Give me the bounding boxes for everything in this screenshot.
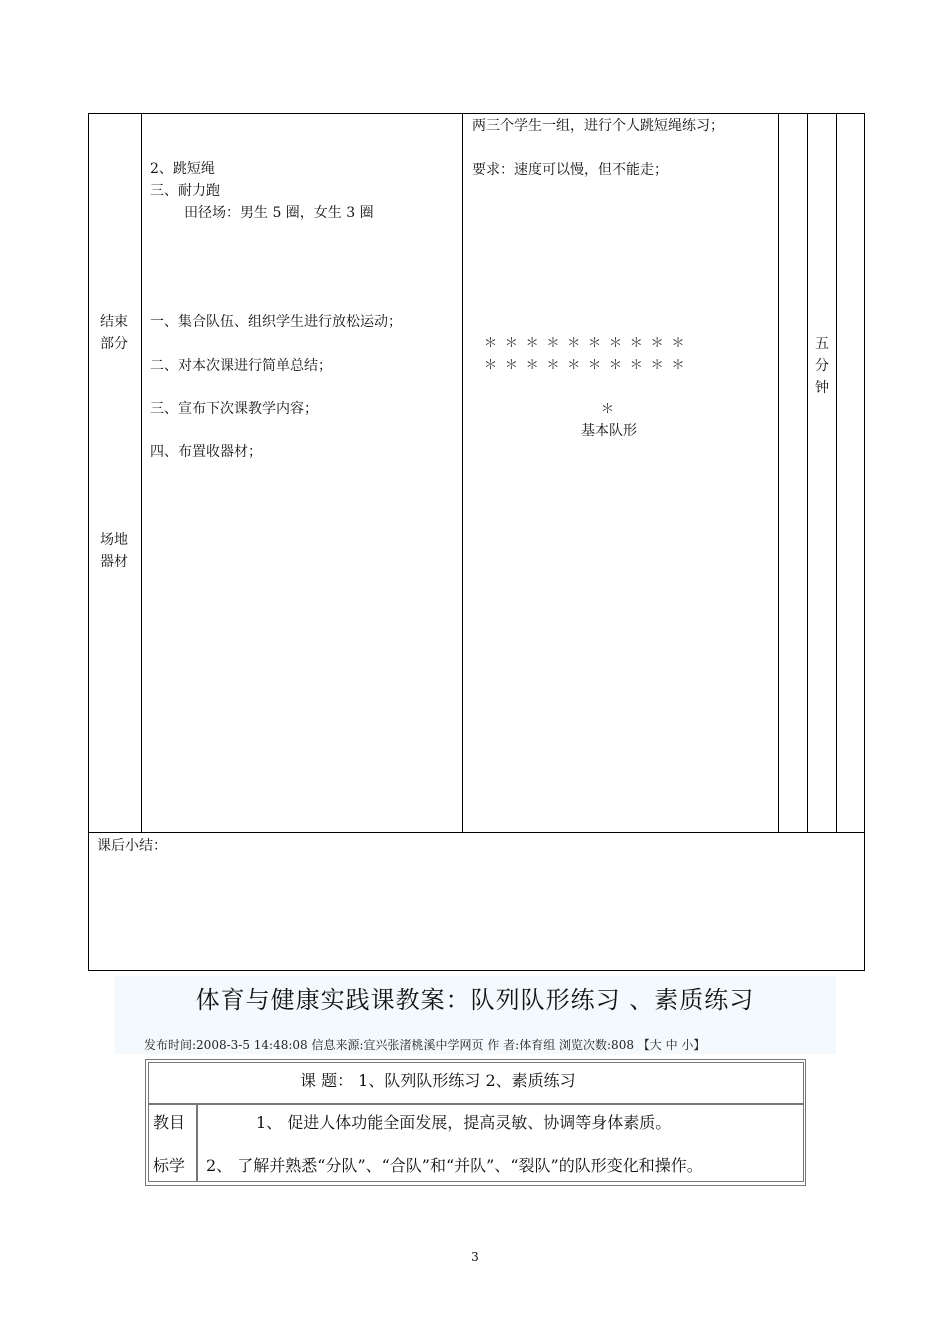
table-divider (807, 113, 808, 832)
formation-caption: 基本队形 (581, 423, 637, 439)
table-divider (141, 113, 142, 832)
table-border-right (864, 113, 865, 971)
organization-line: 要求：速度可以慢，但不能走； (472, 162, 668, 178)
page-number: 3 (471, 1250, 479, 1264)
organization-line: 两三个学生一组，进行个人跳短绳练习； (472, 118, 724, 134)
table-divider (778, 113, 779, 832)
article-banner (114, 976, 836, 1054)
content-line: 二、对本次课进行简单总结； (150, 358, 332, 374)
table-border-top (88, 113, 865, 114)
content-line: 2、跳短绳 (150, 161, 215, 177)
lesson-topic: 课 题： 1、队列队形练习 2、素质练习 (300, 1071, 576, 1090)
content-line: 田径场：男生 5 圈，女生 3 圈 (184, 205, 374, 221)
formation-star-row: ＊ ＊ ＊ ＊ ＊ ＊ ＊ ＊ ＊ ＊ (484, 336, 685, 351)
section-label-venue: 场地器材 (100, 532, 128, 570)
table-border-left (88, 113, 89, 971)
table-border-bottom (88, 970, 865, 971)
goal-label: 教目 (153, 1113, 186, 1132)
content-line: 一、集合队伍、组织学生进行放松运动； (150, 314, 402, 330)
goal-label: 标学 (153, 1156, 186, 1175)
time-allotment: 五分钟 (815, 336, 829, 396)
section-label-ending: 结束部分 (100, 314, 128, 352)
article-meta: 发布时间:2008-3-5 14:48:08 信息来源:宜兴张渚桃溪中学网页 作 者:体育组 浏览次数:808 【大 中 小】 (144, 1038, 706, 1052)
article-title: 体育与健康实践课教案：队列队形练习 、素质练习 (195, 986, 755, 1014)
table-divider (836, 113, 837, 832)
content-line: 四、布置收器材； (150, 444, 262, 460)
goal-item-2: 2、 了解并熟悉“分队”、“合队”和“并队”、“裂队”的队形变化和操作。 (206, 1156, 703, 1175)
summary-label: 课后小结： (97, 838, 167, 854)
teacher-position-star: ＊ (601, 402, 615, 417)
table-divider (462, 113, 463, 832)
content-line: 三、耐力跑 (150, 183, 220, 199)
formation-star-row: ＊ ＊ ＊ ＊ ＊ ＊ ＊ ＊ ＊ ＊ (484, 358, 685, 373)
table-divider (88, 832, 865, 833)
goal-item-1: 1、 促进人体功能全面发展，提高灵敏、协调等身体素质。 (256, 1113, 672, 1132)
content-line: 三、宣布下次课教学内容； (150, 401, 318, 417)
